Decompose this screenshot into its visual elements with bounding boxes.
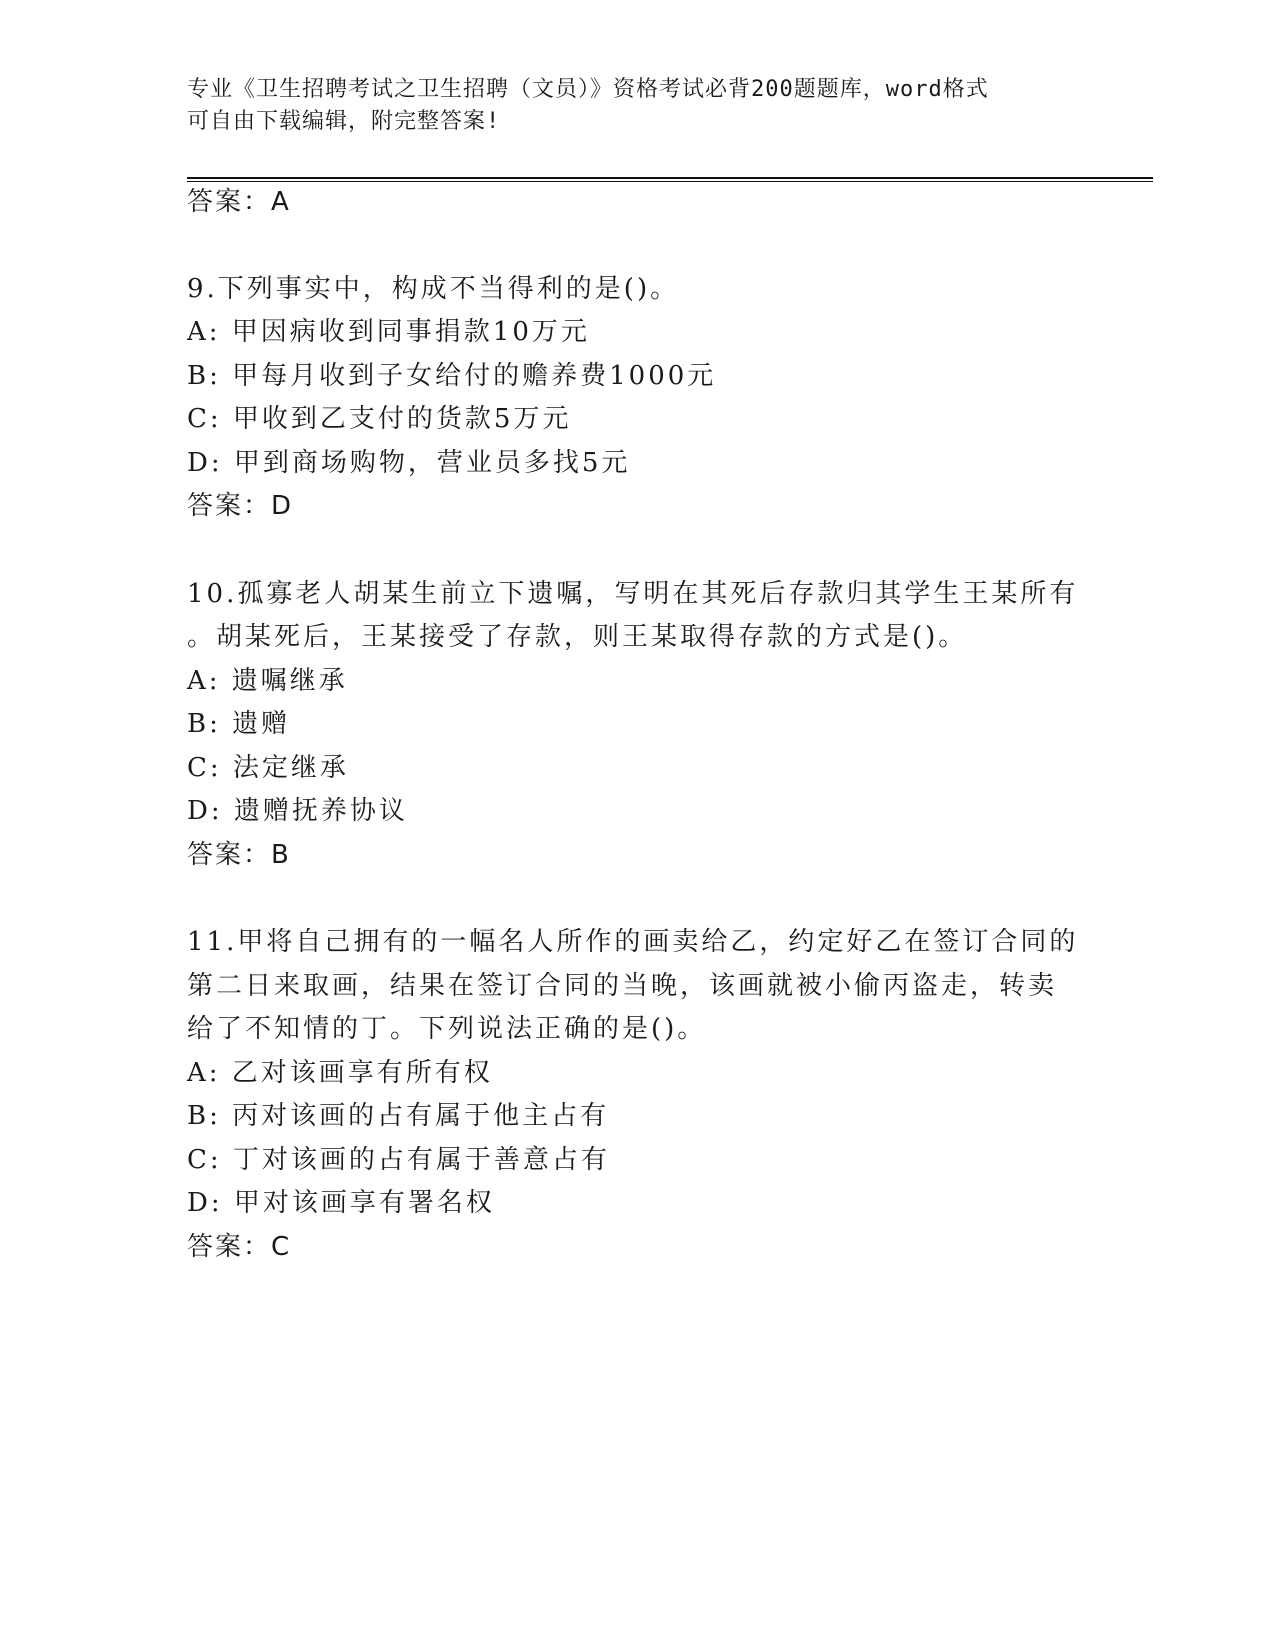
question-9-answer: 答案：D xyxy=(187,491,294,521)
question-11-option-c: C: 丁对该画的占有属于善意占有 xyxy=(187,1145,610,1175)
header-line-1: 专业《卫生招聘考试之卫生招聘（文员）》资格考试必背200题题库，word格式 xyxy=(187,77,989,102)
question-10-text-line-1: 10.孤寡老人胡某生前立下遗嘱，写明在其死后存款归其学生王某所有 xyxy=(187,579,1079,609)
question-9-option-a: A: 甲因病收到同事捐款10万元 xyxy=(187,317,590,347)
question-10-option-a: A: 遗嘱继承 xyxy=(187,666,348,696)
document-header xyxy=(187,74,1067,138)
header-divider xyxy=(187,177,1153,182)
question-10-answer: 答案：B xyxy=(187,840,291,870)
question-11-option-d: D: 甲对该画享有署名权 xyxy=(187,1188,495,1218)
question-9-option-b: B: 甲每月收到子女给付的赡养费1000元 xyxy=(187,361,717,391)
question-11-option-a: A: 乙对该画享有所有权 xyxy=(187,1058,493,1088)
header-line-2: 可自由下载编辑，附完整答案! xyxy=(187,109,501,134)
question-10-option-d: D: 遗赠抚养协议 xyxy=(187,796,408,826)
question-11-option-b: B: 丙对该画的占有属于他主占有 xyxy=(187,1101,610,1131)
question-11-answer: 答案：C xyxy=(187,1232,292,1262)
question-10-option-c: C: 法定继承 xyxy=(187,753,349,783)
question-10-option-b: B: 遗赠 xyxy=(187,709,291,739)
question-11-text-line-1: 11.甲将自己拥有的一幅名人所作的画卖给乙，约定好乙在签订合同的 xyxy=(187,927,1079,957)
question-9-option-d: D: 甲到商场购物，营业员多找5元 xyxy=(187,448,631,478)
question-9-text: 9.下列事实中，构成不当得利的是()。 xyxy=(187,274,680,304)
question-11-text-line-2: 第二日来取画，结果在签订合同的当晚，该画就被小偷丙盗走，转卖 xyxy=(187,971,1058,1001)
previous-answer: 答案：A xyxy=(187,187,291,217)
question-10-text-line-2: 。胡某死后，王某接受了存款，则王某取得存款的方式是()。 xyxy=(187,622,968,652)
question-11-text-line-3: 给了不知情的丁。下列说法正确的是()。 xyxy=(187,1014,707,1044)
question-9-option-c: C: 甲收到乙支付的货款5万元 xyxy=(187,404,572,434)
